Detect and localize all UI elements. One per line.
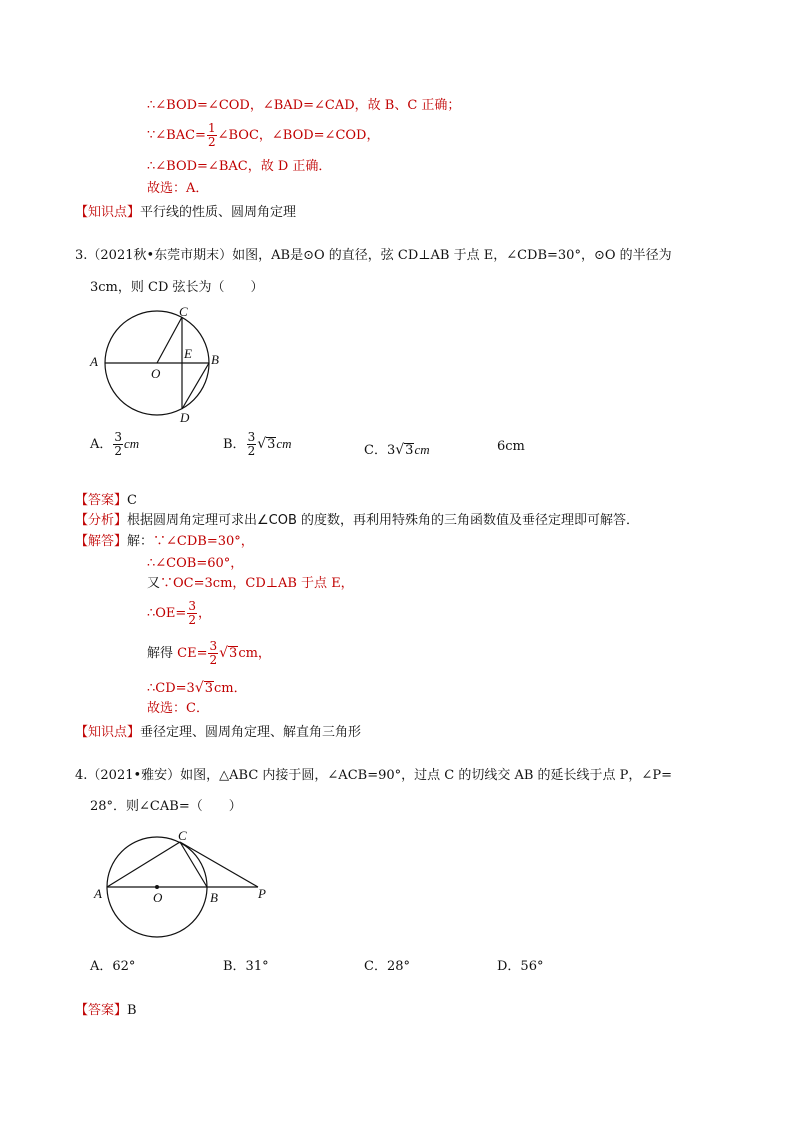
q3-option-b[interactable]: B． $\frac{3}{2}$ √3cm xyxy=(223,430,292,458)
prev-line-1: ∴∠BOD=∠COD，∠BAD=∠CAD，故 B、C 正确； xyxy=(147,98,461,113)
q4-stem-line-2: 28°．则∠CAB=（ ） xyxy=(90,799,242,814)
q4-tangent-cp xyxy=(180,842,258,887)
q3-label-a: A xyxy=(90,354,98,369)
q3-solution-line-2: ∴∠COB=60°， xyxy=(147,556,244,571)
prev-line-3: ∴∠BOD=∠BAC，故 D 正确． xyxy=(147,159,332,174)
q3-stem-line-2: 3cm，则 CD 弦长为（ ） xyxy=(90,280,264,295)
q3-label-o: O xyxy=(151,366,161,381)
q3-label-b: B xyxy=(211,352,219,367)
q3-label-d: D xyxy=(180,410,190,425)
q3-stem-line-1: 3.（2021秋•东莞市期末）如图，AB是⊙O 的直径，弦 CD⊥AB 于点 E，∠CDB=30°，⊙O 的半径为 xyxy=(75,248,672,263)
q3-knowledge-point: 【知识点】垂径定理、圆周角定理、解直角三角形 xyxy=(75,725,362,740)
prev-knowledge-point: 【知识点】平行线的性质、圆周角定理 xyxy=(75,205,297,220)
q3-option-c[interactable]: C．3√3cm xyxy=(364,442,430,458)
q3-segment-db xyxy=(182,363,209,409)
q3-solution-line-4: ∴OE= $\frac{3}{2}$ ， xyxy=(147,599,211,627)
q3-option-a[interactable]: A． $\frac{3}{2}$ cm xyxy=(90,430,140,458)
q4-option-c[interactable]: C．28° xyxy=(364,959,410,974)
q4-option-b[interactable]: B．31° xyxy=(223,959,269,974)
q4-label-b: B xyxy=(210,890,218,905)
q3-answer: 【答案】C xyxy=(75,493,137,508)
q4-label-o: O xyxy=(153,890,163,905)
q4-option-d[interactable]: D．56° xyxy=(497,959,544,974)
prev-line-4: 故选：A． xyxy=(147,181,209,196)
q4-segment-cb xyxy=(180,842,207,887)
prev-line-2: ∵∠BAC= $\frac{1}{2}$ ∠BOC，∠BOD=∠COD， xyxy=(147,121,380,149)
q3-solution-line-1: 【解答】解：∵∠CDB=30°， xyxy=(75,534,254,549)
q3-solution-line-3: 又∵OC=3cm，CD⊥AB 于点 E， xyxy=(147,576,354,591)
q4-circle-figure xyxy=(88,826,278,938)
q4-option-a[interactable]: A．62° xyxy=(90,959,136,974)
q3-solution-line-5: 解得 CE= $\frac{3}{2}$ √3cm， xyxy=(147,639,271,667)
q4-label-c: C xyxy=(178,828,187,843)
q4-center-dot xyxy=(155,885,159,889)
q4-label-p: P xyxy=(258,886,266,901)
q3-segment-oc xyxy=(157,317,182,363)
q3-circle-figure xyxy=(85,298,225,428)
q3-solution-line-6: ∴CD=3√3cm． xyxy=(147,680,247,696)
q3-label-e: E xyxy=(184,346,192,361)
q3-label-c: C xyxy=(179,304,188,319)
q3-analysis: 【分析】根据圆周角定理可求出∠COB 的度数，再利用特殊角的三角函数值及垂径定理即可解答． xyxy=(75,513,640,528)
q4-answer: 【答案】B xyxy=(75,1003,137,1018)
fraction: $\frac{1}{2}$ xyxy=(207,121,216,149)
q4-stem-line-1: 4.（2021•雅安）如图，△ABC 内接于圆，∠ACB=90°，过点 C 的切线交 AB 的延长线于点 P，∠P= xyxy=(75,768,672,783)
q4-label-a: A xyxy=(94,886,102,901)
q4-segment-ac xyxy=(107,842,180,887)
q3-option-d[interactable]: 6cm xyxy=(497,439,525,454)
q3-solution-line-7: 故选：C． xyxy=(147,701,209,716)
